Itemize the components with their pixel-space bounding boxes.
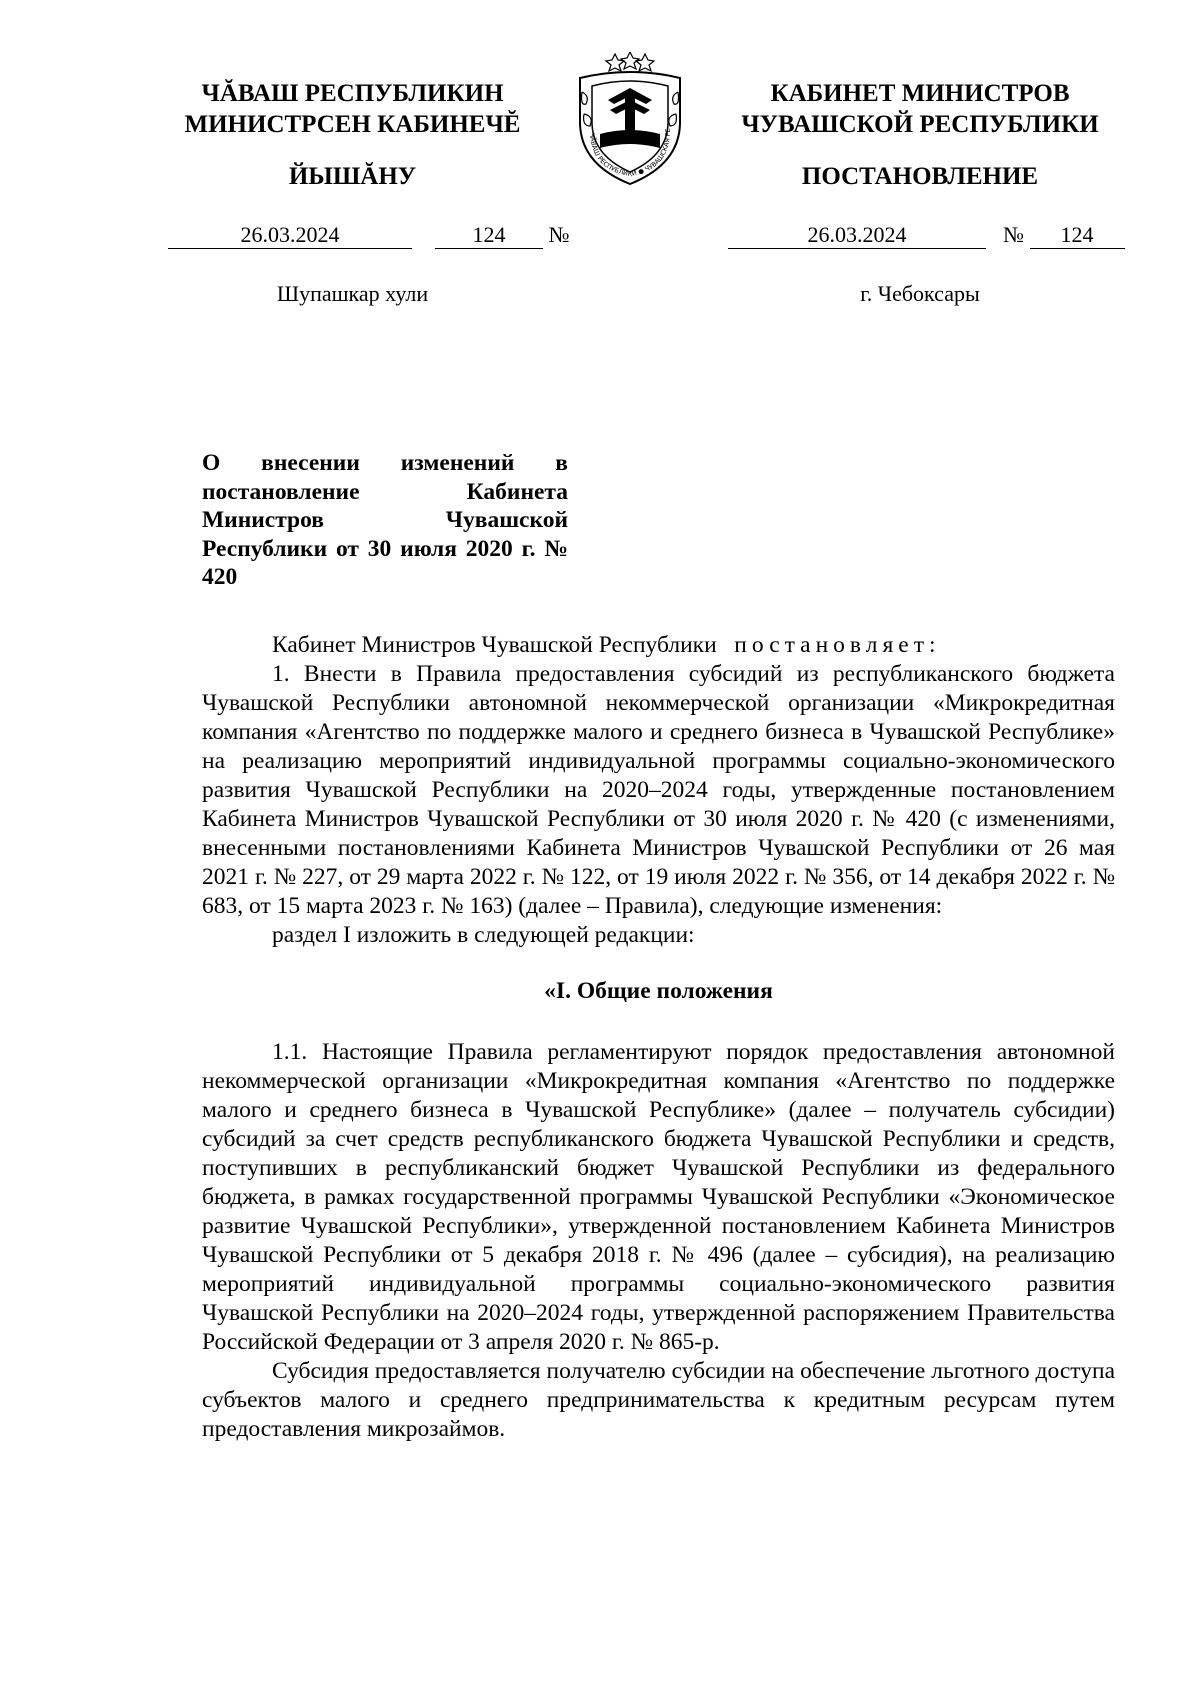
document-body bbox=[202, 631, 1115, 1444]
left-header-line2: МИНИСТРСЕН КАБИНЕЧĔ bbox=[184, 111, 521, 138]
left-date: 26.03.2024 bbox=[168, 222, 412, 249]
paragraph-2: раздел I изложить в следующей редакции: bbox=[272, 922, 695, 948]
chuvash-emblem-icon bbox=[570, 52, 690, 188]
right-date-line bbox=[728, 222, 1125, 249]
paragraph-4: Субсидия предоставляется получателю субсидии на обеспечение льготного доступа субъектов малого и среднего предпринимательства к кредитным ресурсам путем предоставления микрозаймов. bbox=[202, 1358, 1115, 1442]
right-header-line1: КАБИНЕТ МИНИСТРОВ bbox=[770, 80, 1070, 107]
left-city: Шупашкар хули bbox=[276, 281, 429, 306]
right-doc-type: ПОСТАНОВЛЕНИЕ bbox=[801, 163, 1039, 190]
right-header bbox=[720, 78, 1120, 140]
right-city: г. Чебоксары bbox=[860, 281, 980, 306]
emblem bbox=[570, 52, 690, 188]
right-date: 26.03.2024 bbox=[728, 222, 986, 249]
left-date-line bbox=[168, 222, 570, 249]
section-heading: «I. Общие положения bbox=[544, 978, 773, 1004]
left-header bbox=[160, 78, 545, 140]
intro-verb: постановляет: bbox=[734, 632, 941, 658]
document-title: О внесении изменений в постановление Кабинета Министров Чувашской Республики от 30 июля 2020 г. № 420 bbox=[202, 450, 568, 590]
left-number-sign: № bbox=[548, 222, 570, 247]
intro-paragraph bbox=[202, 631, 1115, 660]
paragraph-1: 1. Внести в Правила предоставления субсидий из республиканского бюджета Чувашской Республики автономной некоммерческой организации «Микрокредитная компания «Агентство по поддержке малого и среднего бизнеса в Чувашской Республике» на реализацию мероприятий индивидуальной программы социально-экономического развития Чувашской Республики на 2020–2024 годы, утвержденные постановлением Кабинета Министров Чувашской Республики от 30 июля 2020 г. № 420 (с изменениями, внесенными постановлениями Кабинета Министров Чувашской Республики от 26 мая 2021 г. № 227, от 29 марта 2022 г. № 122, от 19 июля 2022 г. № 356, от 14 декабря 2022 г. № 683, от 15 марта 2023 г. № 163) (далее – Правила), следующие изменения: bbox=[202, 661, 1115, 919]
right-header-line2: ЧУВАШСКОЙ РЕСПУБЛИКИ bbox=[741, 111, 1099, 138]
left-header-line1: ЧĂВАШ РЕСПУБЛИКИН bbox=[201, 80, 504, 107]
intro-prefix: Кабинет Министров Чувашской Республики bbox=[272, 632, 717, 658]
right-number-sign: № bbox=[1003, 222, 1024, 247]
right-number: 124 bbox=[1030, 222, 1125, 249]
paragraph-3: 1.1. Настоящие Правила регламентируют порядок предоставления автономной некоммерческой организации «Микрокредитная компания «Агентство по поддержке малого и среднего бизнеса в Чувашской Республике» (далее – получатель субсидии) субсидий за счет средств республиканского бюджета Чувашской Республики и средств, поступивших в республиканский бюджет Чувашской Республики из федерального бюджета, в рамках государственной программы Чувашской Республики «Экономическое развитие Чувашской Республики», утвержденной постановлением Кабинета Министров Чувашской Республики от 5 декабря 2018 г. № 496 (далее – субсидия), на реализацию мероприятий индивидуальной программы социально-экономического развития Чувашской Республики на 2020–2024 годы, утвержденной распоряжением Правительства Российской Федерации от 3 апреля 2020 г. № 865-р. bbox=[202, 1039, 1115, 1355]
emblem-ribbon-text: ЧĂВАШ РЕСПУБЛИКИ ● ЧУВАШСКАЯ РЕ bbox=[588, 128, 673, 179]
left-doc-type: ЙЫШĂНУ bbox=[288, 163, 417, 190]
left-number: 124 bbox=[435, 222, 543, 249]
